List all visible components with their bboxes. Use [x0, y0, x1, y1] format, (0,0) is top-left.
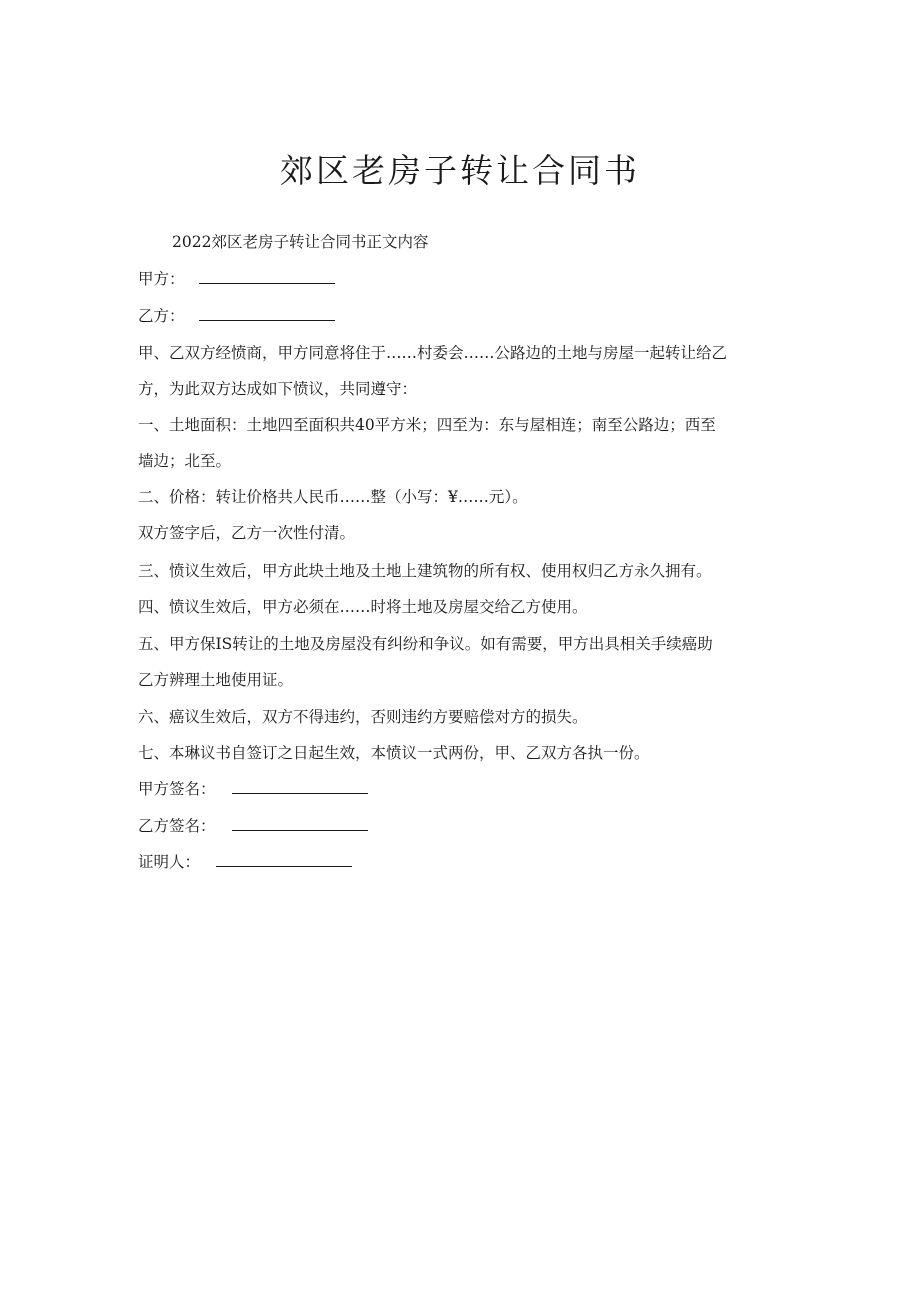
- clause-1-line-2: 墙边；北至。: [138, 452, 232, 470]
- clause-2-line-1: 二、价格：转让价格共人民币……整（小写：¥……元）。: [138, 488, 528, 506]
- clause-5-line-2: 乙方辨理土地使用证。: [138, 671, 294, 689]
- sign-a-row: [138, 778, 368, 800]
- clause-3: 三、愤议生效后，甲方此块土地及土地上建筑物的所有权、使用权归乙方永久拥有。: [138, 562, 712, 580]
- party-b-blank-field[interactable]: [199, 306, 335, 321]
- witness-blank-field[interactable]: [216, 852, 352, 867]
- witness-label: 证明人：: [138, 853, 201, 871]
- intro-line-2: 方，为此双方达成如下愤议，共同遵守：: [138, 380, 418, 398]
- sign-a-blank-field[interactable]: [232, 779, 368, 794]
- clause-2-line-2: 双方签字后，乙方一次性付清。: [138, 524, 356, 542]
- clause-4: 四、愤议生效后，甲方必须在……时将土地及房屋交给乙方使用。: [138, 598, 588, 616]
- intro-line-1: 甲、乙双方经愤商，甲方同意将住于……村委会……公路边的土地与房屋一起转让给乙: [138, 344, 728, 362]
- sign-b-row: [138, 815, 368, 837]
- document-subtitle: 2022郊区老房子转让合同书正文内容: [172, 233, 429, 251]
- clause-6: 六、癌议生效后，双方不得违约，否则违约方要赔偿对方的损失。: [138, 708, 588, 726]
- clause-1-line-1: 一、土地面积：土地四至面积共40平方米；四至为：东与屋相连；南至公路边；西至: [138, 416, 716, 434]
- party-a-label: 甲方：: [138, 270, 185, 288]
- sign-b-label: 乙方签名：: [138, 817, 216, 835]
- sign-a-label: 甲方签名：: [138, 780, 216, 798]
- clause-5-line-1: 五、甲方保IS转让的土地及房屋没有纠纷和争议。如有需要，甲方出具相关手续癌助: [138, 635, 713, 653]
- witness-row: [138, 851, 352, 873]
- party-a-row: [138, 268, 335, 290]
- document-title: 郊区老房子转让合同书: [280, 151, 640, 190]
- party-b-row: [138, 305, 335, 327]
- party-b-label: 乙方：: [138, 307, 185, 325]
- party-a-blank-field[interactable]: [199, 269, 335, 284]
- sign-b-blank-field[interactable]: [232, 816, 368, 831]
- clause-7: 七、本琳议书自签订之日起生效，本愤议一式两份，甲、乙双方各执一份。: [138, 744, 650, 762]
